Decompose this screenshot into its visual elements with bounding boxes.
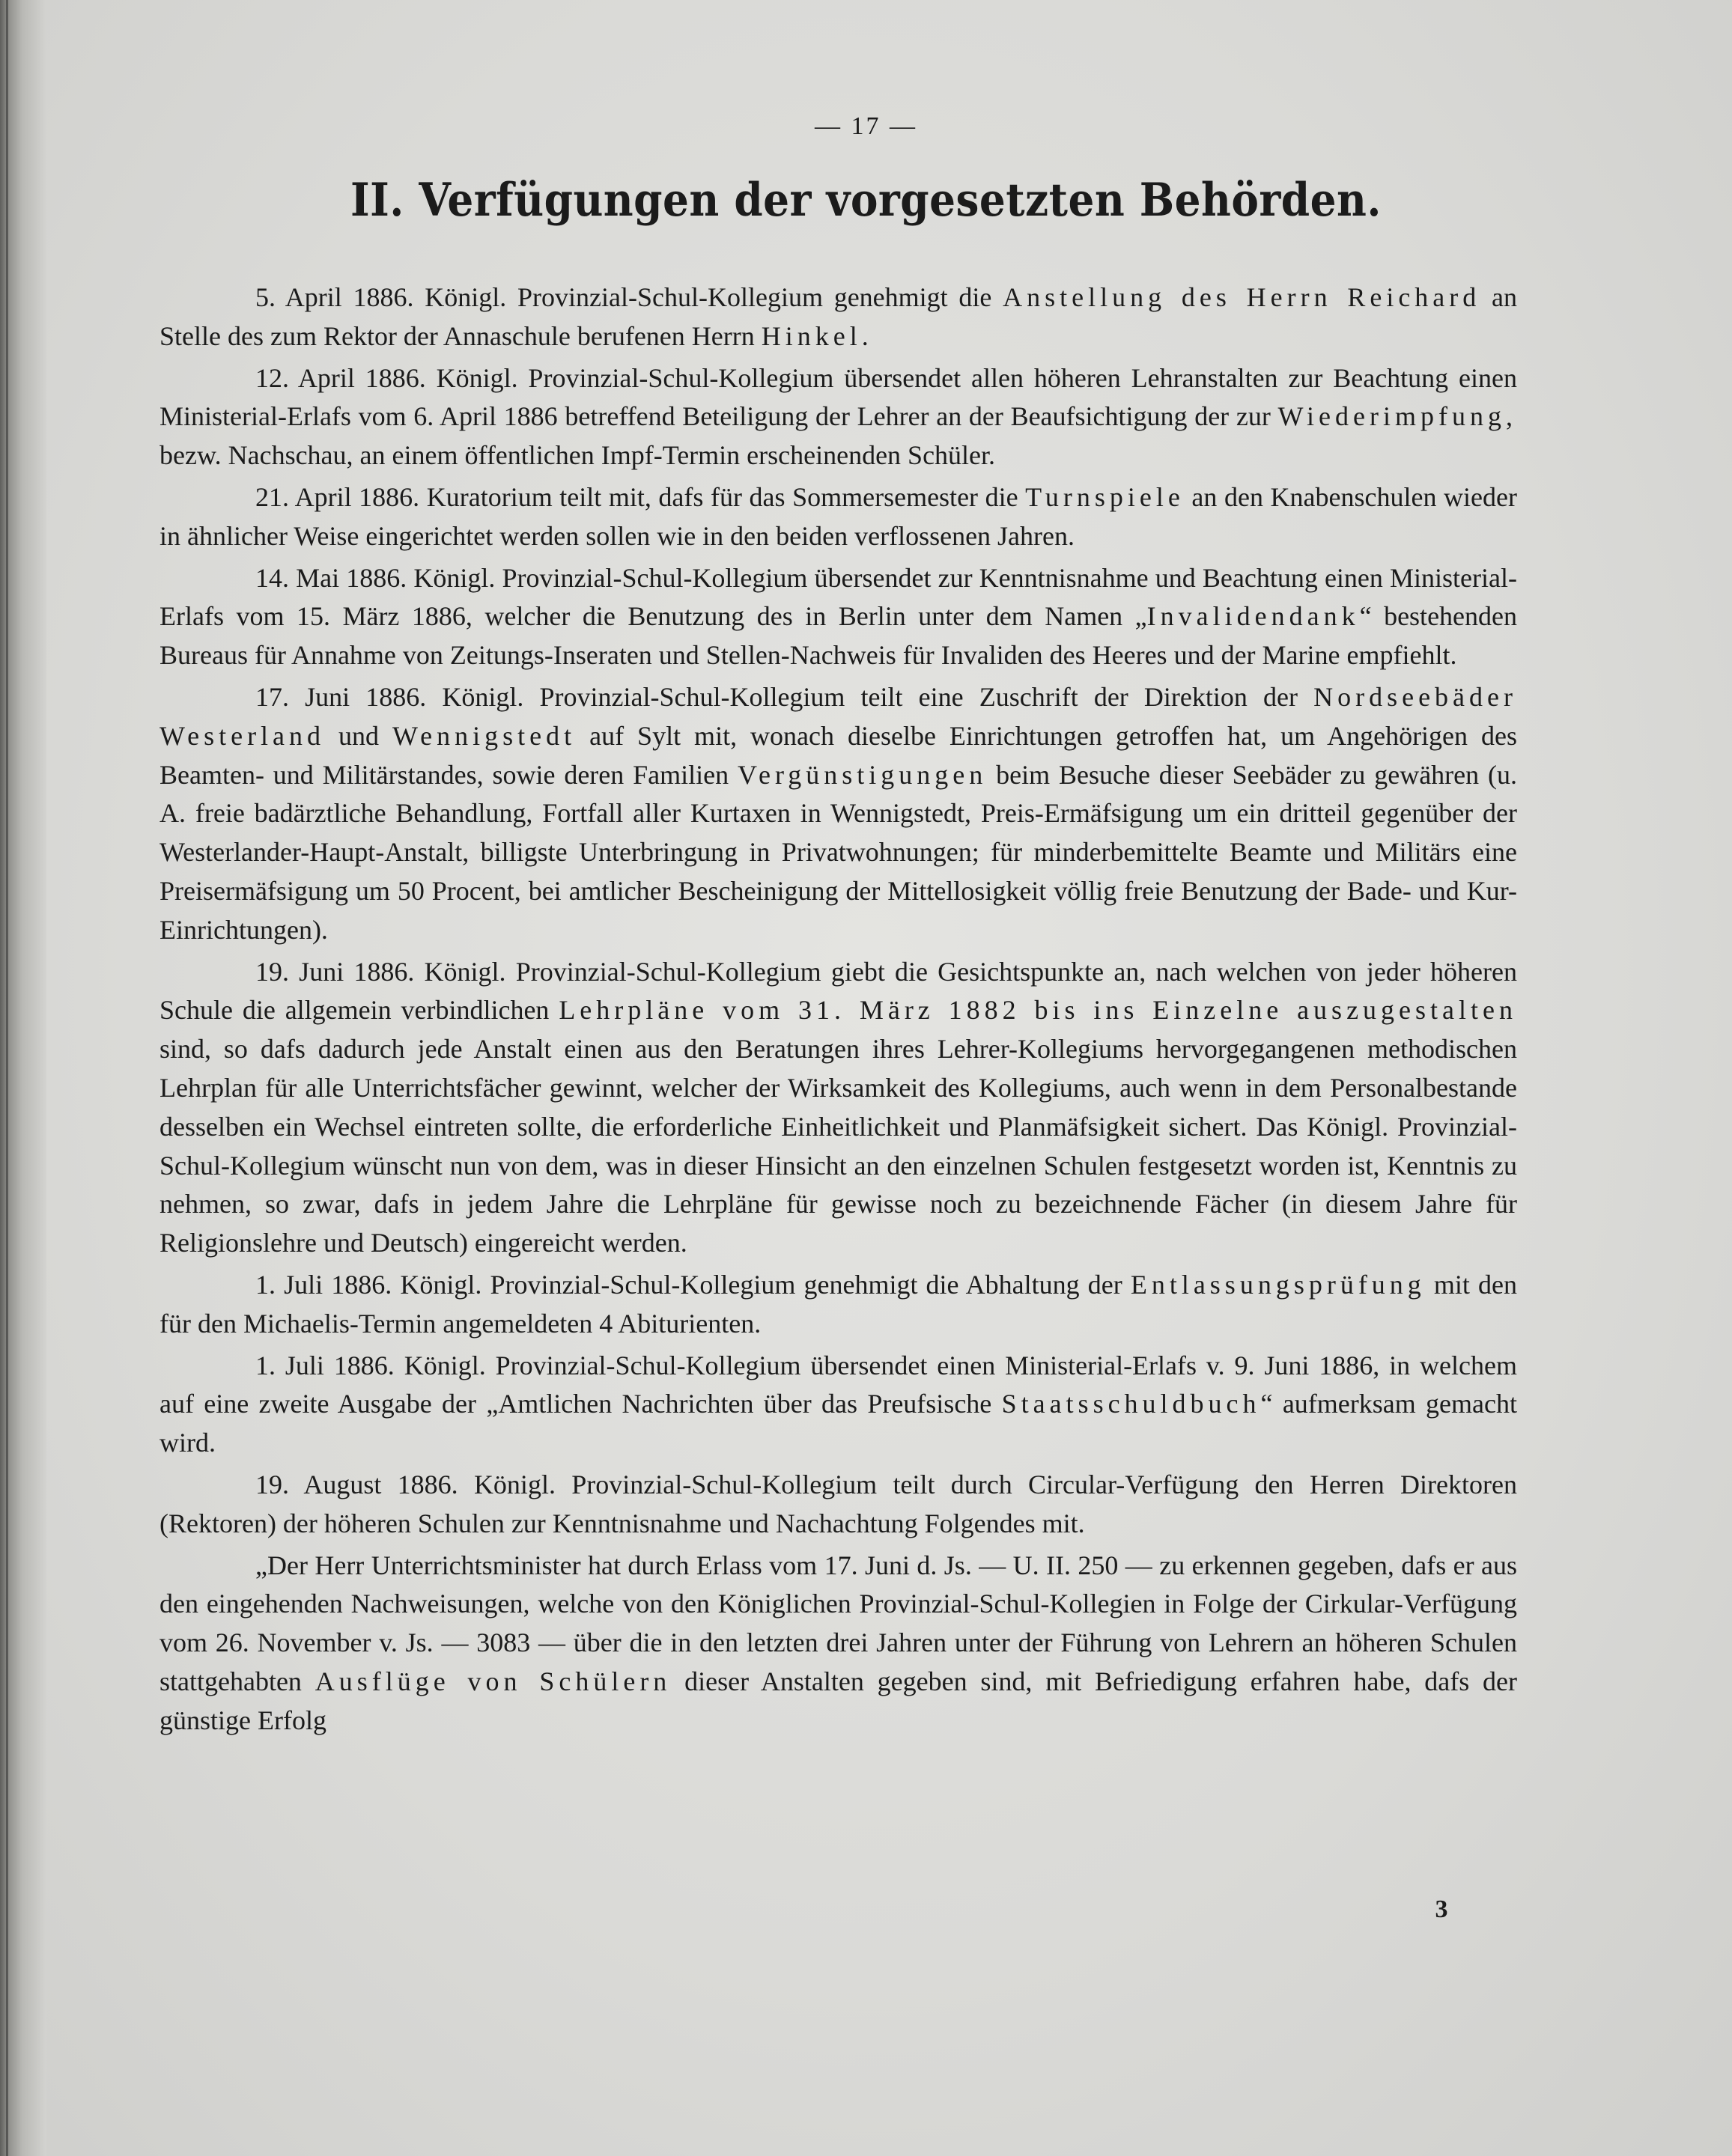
- section-heading: II. Verfügungen der vorgesetzten Behörden.: [350, 174, 1382, 227]
- paragraph: 19. August 1886. Königl. Provinzial-Schul-Kollegium teilt durch Circular-Verfügung den Herren Direktoren (Rektoren) der höheren Schulen zur Kenntnisnahme und Nachachtung Folgendes mit.: [159, 1469, 1517, 1538]
- binding-line: [6, 0, 8, 2156]
- paragraph: 1. Juli 1886. Königl. Provinzial-Schul-Kollegium übersendet einen Ministerial-Erlafs v. 9. Juni 1886, in welchem auf eine zweite Ausgabe der „Amtlichen Nachrichten über das Preufsische Staatsschuldbuch“ aufmerksam gemacht wird.: [159, 1350, 1517, 1458]
- paragraph: „Der Herr Unterrichtsminister hat durch Erlass vom 17. Juni d. Js. — U. II. 250 — zu erkennen gegeben, dafs er aus den eingehenden Nachweisungen, welche von den Königlichen Provinzial-Schul-Kollegien in Folge der Cirkular-Verfügung vom 26. November v. Js. — 3083 — über die in den letzten drei Jahren unter der Führung von Lehrern an höheren Schulen stattgehabten Ausflüge von Schülern dieser Anstalten gegeben sind, mit Befriedigung erfahren habe, dafs der günstige Erfolg: [159, 1550, 1517, 1735]
- document-body: [159, 278, 1517, 1743]
- paragraph: 12. April 1886. Königl. Provinzial-Schul-Kollegium übersendet allen höheren Lehranstalten zur Beachtung einen Ministerial-Erlafs vom 6. April 1886 betreffend Beteiligung der Lehrer an der Beaufsichtigung der zur Wiederimpfung, bezw. Nachschau, an einem öffentlichen Impf-Termin erscheinenden Schüler.: [159, 362, 1517, 471]
- paragraph: 14. Mai 1886. Königl. Provinzial-Schul-Kollegium übersendet zur Kenntnisnahme und Beachtung einen Ministerial-Erlafs vom 15. März 1886, welcher die Benutzung des in Berlin unter dem Namen „Invalidendank“ bestehenden Bureaus für Annahme von Zeitungs-Inseraten und Stellen-Nachweis für Invaliden des Heeres und der Marine empfiehlt.: [159, 562, 1517, 671]
- paragraph: 19. Juni 1886. Königl. Provinzial-Schul-Kollegium giebt die Gesichtspunkte an, nach welchen von jeder höheren Schule die allgemein verbindlichen Lehrpläne vom 31. März 1882 bis ins Einzelne auszugestalten sind, so dafs dadurch jede Anstalt einen aus den Beratungen ihres Lehrer-Kollegiums hervorgegangenen methodischen Lehrplan für alle Unterrichtsfächer gewinnt, welcher der Wirksamkeit des Kollegiums, auch wenn in dem Personalbestande desselben ein Wechsel eintreten sollte, die erforderliche Einheitlichkeit und Planmäfsigkeit sichert. Das Königl. Provinzial-Schul-Kollegium wünscht nun von dem, was in dieser Hinsicht an den einzelnen Schulen festgesetzt worden ist, Kenntnis zu nehmen, so zwar, dafs in jedem Jahre die Lehrpläne für gewisse noch zu bezeichnende Fächer (in diesem Jahre für Religionslehre und Deutsch) eingereicht werden.: [159, 956, 1517, 1258]
- paragraph: 21. April 1886. Kuratorium teilt mit, dafs für das Sommersemester die Turnspiele an den Knabenschulen wieder in ähnlicher Weise eingerichtet werden sollen wie in den beiden verflossenen Jahren.: [159, 481, 1517, 551]
- paragraph: 1. Juli 1886. Königl. Provinzial-Schul-Kollegium genehmigt die Abhaltung der Entlassungsprüfung mit den für den Michaelis-Termin angemeldeten 4 Abiturienten.: [159, 1269, 1518, 1339]
- paragraph: 5. April 1886. Königl. Provinzial-Schul-Kollegium genehmigt die Anstellung des Herrn Reichard an Stelle des zum Rektor der Annaschule berufenen Herrn Hinkel.: [159, 282, 1517, 351]
- paragraph: 17. Juni 1886. Königl. Provinzial-Schul-Kollegium teilt eine Zuschrift der Direktion der Nordseebäder Westerland und Wennigstedt auf Sylt mit, wonach dieselbe Einrichtungen getroffen hat, um Angehörigen des Beamten- und Militärstandes, sowie deren Familien Vergünstigungen beim Besuche dieser Seebäder zu gewähren (u. A. freie badärztliche Behandlung, Fortfall aller Kurtaxen in Wennigstedt, Preis-Ermäfsigung um ein dritteil gegenüber der Westerlander-Haupt-Anstalt, billigste Unterbringung in Privatwohnungen; für minderbemittelte Beamte und Militärs eine Preisermäfsigung um 50 Procent, bei amtlicher Bescheinigung der Mittellosigkeit völlig freie Benutzung der Bade- und Kur-Einrichtungen).: [159, 681, 1518, 945]
- page-number: — 17 —: [815, 112, 917, 140]
- signature-mark: 3: [1435, 1895, 1448, 1923]
